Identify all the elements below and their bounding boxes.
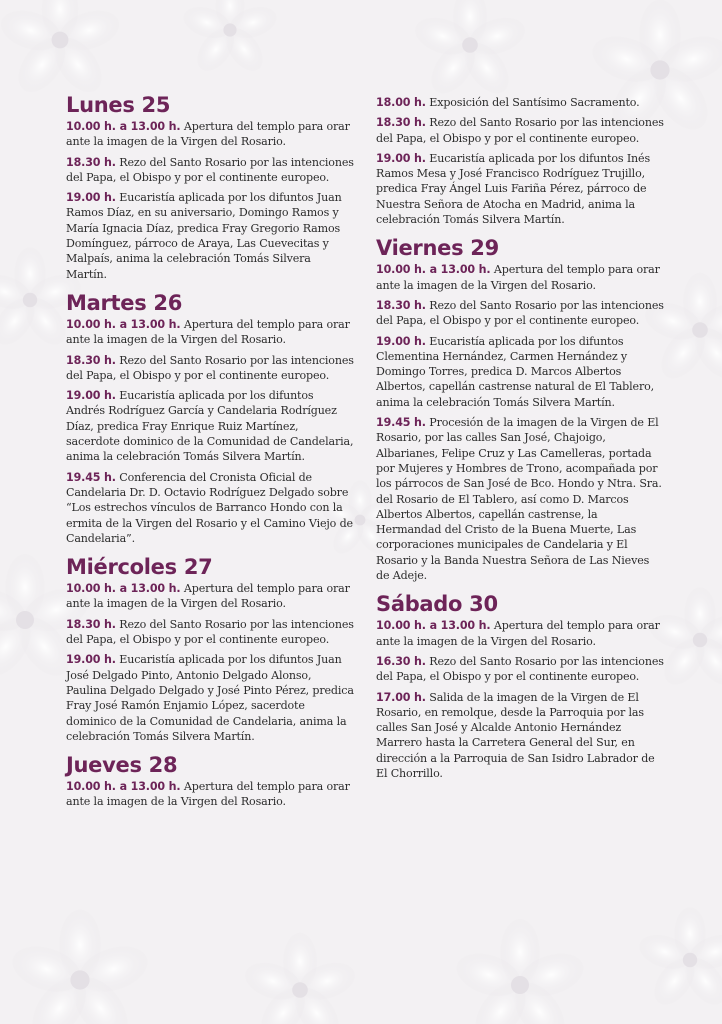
entry-time: 19.00 h. — [376, 151, 426, 165]
entry-text: Rezo del Santo Rosario por las intenciones del Papa, el Obispo y por el continente europeo. — [376, 298, 664, 328]
entry-time: 10.00 h. a 13.00 h. — [376, 263, 491, 277]
entry-text: Eucaristía aplicada por los difuntos Clementina Hernández, Carmen Hernández y Domingo Torres, predica D. Marcos Albertos Albertos, capellán castrense natural de El Tablero, anima la celebración Tomás Silvera Martín. — [376, 334, 655, 409]
entry-text: Salida de la imagen de la Virgen de El Rosario, en remolque, desde la Parroquia por las calles San José y Alcalde Antonio Hernández Marrero hasta la Carretera General del Sur, en dirección a la Parroquia de San Isidro Labrador de El Chorrillo. — [376, 690, 655, 780]
entry-time: 17.00 h. — [376, 690, 426, 704]
entry-time: 18.30 h. — [66, 353, 116, 367]
schedule-entry — [66, 317, 354, 348]
entry-time: 19.00 h. — [66, 191, 116, 205]
day-title: Sábado 30 — [376, 592, 498, 617]
day-section — [66, 92, 354, 282]
entry-time: 16.30 h. — [376, 654, 426, 668]
entry-text: Eucaristía aplicada por los difuntos Inés Ramos Mesa y José Francisco Rodríguez Trujillo, predica Fray Ángel Luis Fariña Pérez, párroco de Nuestra Señora de Atocha en Madrid, anima la celebración Tomás Silvera Martín. — [376, 151, 651, 227]
day-title: Lunes 25 — [66, 93, 171, 117]
schedule-entry — [376, 415, 664, 583]
entry-text: Apertura del templo para orar ante la imagen de la Virgen del Rosario. — [66, 582, 350, 611]
entry-text: Eucaristía aplicada por los difuntos Andrés Rodríguez García y Candelaria Rodríguez Díaz, predica Fray Enrique Ruiz Martínez, sacerdote dominico de la Comunidad de Candelaria, anima la celebración Tomás Silvera Martín. — [66, 389, 354, 464]
day-section — [376, 591, 664, 781]
schedule-entry — [376, 298, 664, 329]
schedule-entry — [376, 334, 664, 410]
entry-time: 10.00 h. a 13.00 h. — [66, 780, 181, 794]
entry-text: Apertura del templo para orar ante la imagen de la Virgen del Rosario. — [66, 317, 350, 347]
entry-time: 19.00 h. — [376, 334, 426, 348]
entry-text: Rezo del Santo Rosario por las intenciones del Papa, el Obispo y por el continente europeo. — [66, 353, 354, 382]
entry-time: 18.30 h. — [376, 298, 426, 312]
entry-time: 18.30 h. — [66, 155, 116, 169]
schedule-entry — [376, 95, 664, 110]
schedule-entry — [376, 151, 664, 227]
schedule-entry — [66, 617, 354, 648]
schedule-entry — [66, 155, 354, 186]
right-column — [376, 95, 664, 789]
day-section — [66, 554, 354, 744]
schedule-entry — [66, 581, 354, 612]
entry-text: Rezo del Santo Rosario por las intenciones del Papa, el Obispo y por el continente europeo. — [376, 654, 664, 684]
entry-text: Conferencia del Cronista Oficial de Candelaria Dr. D. Octavio Rodríguez Delgado sobre “Los estrechos vínculos de Barranco Hondo con la ermita de la Virgen del Rosario y el Camino Viejo de Candelaria”. — [66, 470, 353, 545]
schedule-entry — [66, 652, 354, 744]
schedule-entry — [376, 115, 664, 146]
schedule-entry — [376, 618, 664, 649]
entry-time: 18.30 h. — [376, 116, 426, 130]
left-column — [66, 92, 354, 818]
day-section — [66, 752, 354, 810]
day-title: Jueves 28 — [66, 753, 178, 778]
entry-time: 10.00 h. a 13.00 h. — [66, 582, 181, 596]
entry-time: 19.45 h. — [376, 416, 426, 430]
day-section — [66, 290, 354, 546]
entry-text: Rezo del Santo Rosario por las intenciones del Papa, el Obispo y por el continente europeo. — [376, 116, 664, 145]
entry-time: 18.30 h. — [66, 617, 116, 631]
schedule-entry — [66, 119, 354, 150]
entry-time: 10.00 h. a 13.00 h. — [66, 120, 181, 133]
day-section — [376, 235, 664, 583]
day-title: Martes 26 — [66, 290, 183, 315]
entry-text: Apertura del templo para orar ante la imagen de la Virgen del Rosario. — [66, 120, 350, 149]
entry-text: Rezo del Santo Rosario por las intenciones del Papa, el Obispo y por el continente europeo. — [66, 617, 354, 647]
entry-time: 19.00 h. — [66, 389, 116, 403]
schedule-entry — [376, 654, 664, 685]
entry-text: Rezo del Santo Rosario por las intenciones del Papa, el Obispo y por el continente europeo. — [66, 155, 354, 184]
entry-time: 19.45 h. — [66, 470, 116, 484]
entry-text: Eucaristía aplicada por los difuntos Juan Ramos Díaz, en su aniversario, Domingo Ramos y María Ignacia Díaz, predica Fray Gregorio Ramos Domínguez, párroco de Araya, Las Cuevecitas y Malpaís, anima la celebración Tomás Silvera Martín. — [66, 191, 342, 281]
entry-text: Eucaristía aplicada por los difuntos Juan José Delgado Pinto, Antonio Delgado Alonso, Paulina Delgado Delgado y José Pinto Pérez, predica Fray José Ramón Enjamio López, sacerdote dominico de la Comunidad de Candelaria, anima la celebración Tomás Silvera Martín. — [66, 653, 354, 743]
schedule-entry — [376, 690, 664, 782]
schedule-entry — [66, 470, 354, 546]
day-title: Viernes 29 — [376, 236, 499, 261]
entry-text: Apertura del templo para orar ante la imagen de la Virgen del Rosario. — [376, 619, 660, 648]
entry-time: 10.00 h. a 13.00 h. — [376, 619, 491, 633]
entry-time: 19.00 h. — [66, 653, 116, 667]
schedule-entry — [66, 353, 354, 384]
entry-text: Apertura del templo para orar ante la imagen de la Virgen del Rosario. — [376, 263, 660, 292]
schedule-entry — [66, 388, 354, 464]
entry-time: 18.00 h. — [376, 96, 426, 109]
entry-text: Exposición del Santísimo Sacramento. — [429, 96, 640, 109]
entry-time: 10.00 h. a 13.00 h. — [66, 317, 181, 331]
schedule-entry — [66, 190, 354, 282]
day-section — [376, 95, 664, 227]
schedule-entry — [376, 262, 664, 293]
entry-text: Procesión de la imagen de la Virgen de El Rosario, por las calles San José, Chajoigo, Albarianes, Felipe Cruz y Las Camelleras, portada por Mujeres y Hombres de Trono, acompañada por los párrocos de San José de Bco. Hondo y Ntra. Sra. del Rosario de El Tablero, así como D. Marcos Albertos Albertos, capellán castrense, la Hermandad del Cristo de la Buena Muerte, Las corporaciones municipales de Candelaria y El Rosario y la Banda Nuestra Señora de Las Nieves de Adeje. — [376, 416, 662, 583]
schedule-entry — [66, 779, 354, 810]
entry-text: Apertura del templo para orar ante la imagen de la Virgen del Rosario. — [66, 780, 350, 809]
day-title: Miércoles 27 — [66, 555, 213, 580]
